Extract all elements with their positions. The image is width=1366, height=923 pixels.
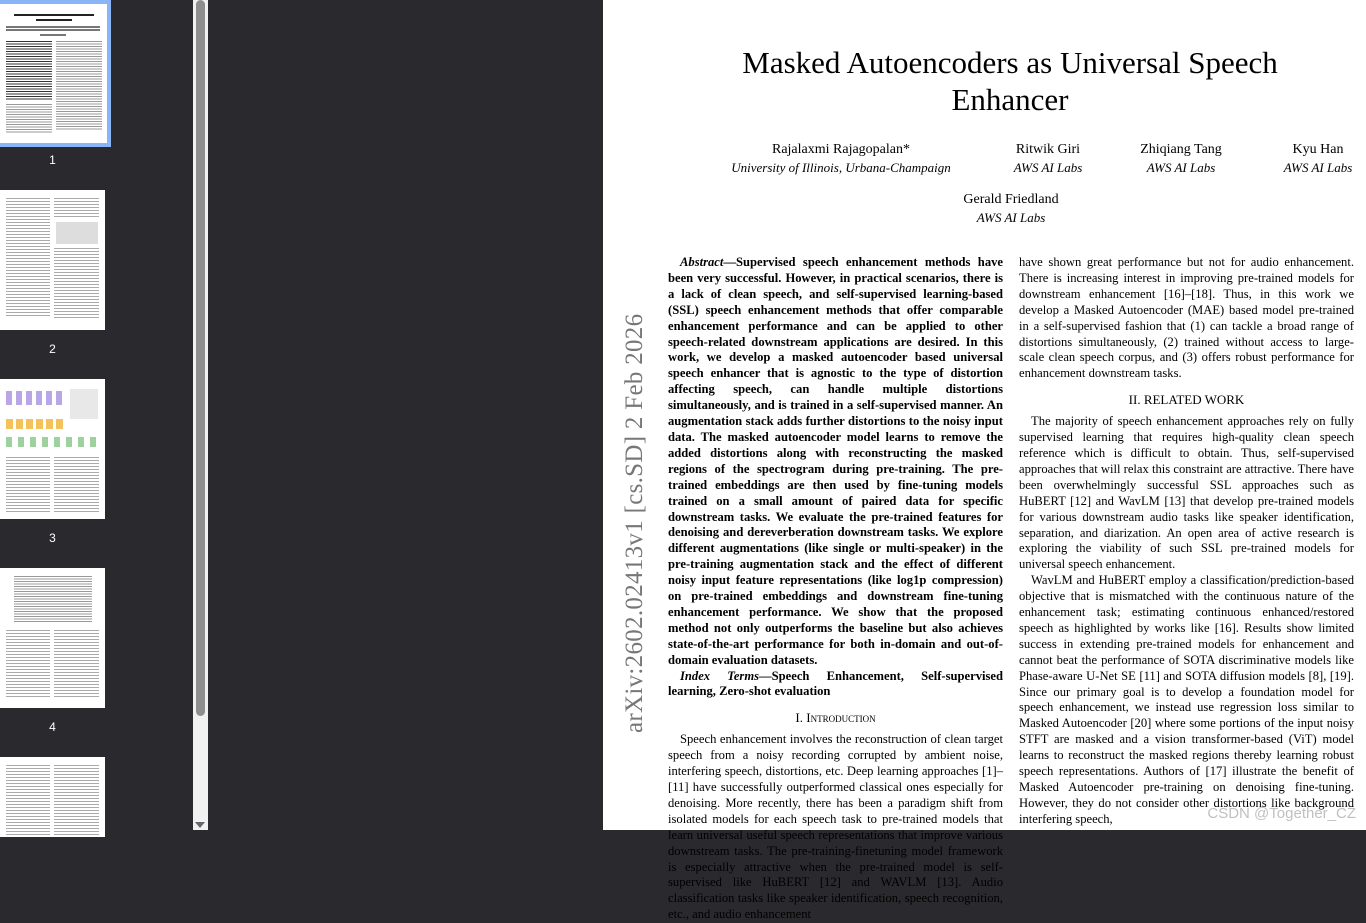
scroll-down-arrow-icon[interactable]	[195, 822, 205, 828]
author-affiliation: AWS AI Labs	[1146, 160, 1216, 175]
page-thumbnail-5[interactable]	[0, 757, 105, 837]
pdf-page	[603, 0, 1366, 922]
viewer-background	[208, 0, 603, 830]
author-5	[923, 191, 1099, 227]
scrollbar-thumb[interactable]	[196, 0, 205, 716]
abstract-label: Abstract	[680, 255, 724, 269]
abstract	[668, 255, 1003, 669]
page-number-1: 1	[49, 153, 56, 167]
intro-continued-paragraph: have shown great performance but not for audio enhancement. There is increasing interest in improving pre-trained models for downstream enhancement [16]–[18]. Thus, in this work we develop a Masked Autoencoder (MAE) based model pre-trained in a self-supervised fashion that (1) can tackle a broad range of distortions simultaneously, (2) trained without access to large-scale clean speech corpus, and (3) offers robust performance for enhancement downstream tasks.	[1019, 255, 1354, 381]
page-thumbnail-1[interactable]	[0, 0, 111, 147]
watermark: CSDN @Together_CZ	[1207, 805, 1356, 822]
section-heading-related-work: II. RELATED WORK	[1128, 392, 1245, 408]
sidebar-scrollbar[interactable]	[193, 0, 208, 830]
author-affiliation: AWS AI Labs	[1283, 160, 1353, 175]
related-work-paragraph-2: WavLM and HuBERT employ a classification/prediction-based objective that is mismatched with the continuous nature of the enhancement task; estimating continuous enhanced/restored speech as highlighted by works like [16]. Results show limited success in extending pre-trained models for enhancement and cannot beat the performance of SOTA discriminative models like Phase-aware U-Net SE [11] and SOTA diffusion models [8], [19]. Since our primary goal is to develop a foundation model for speech enhancement, we instead use regression loss similar to Masked Autoencoder [20] where some portions of the input noisy STFT are masked and a vision transformer-based (ViT) model learns to reconstruct the masked regions thereby learning robust speech representations. Authors of [17] illustrate the benefit of Masked Autoencoder pre-training on denoising fine-tuning. However, they do not consider other distortions like background interfering speech,	[1019, 573, 1354, 826]
index-terms	[668, 669, 1003, 701]
page-thumbnail-4[interactable]	[0, 568, 105, 708]
page-number-3: 3	[49, 531, 56, 545]
page-thumbnail-2[interactable]	[0, 190, 105, 330]
intro-paragraph: Speech enhancement involves the reconstruction of clean target speech from a noisy recording corrupted by ambient noise, interfering speech, distortions, etc. Deep learning approaches [1]–[11] have successfully outperformed classical ones especially for denoising. More recently, there has been a paradigm shift from isolated models for each speech task to pre-trained models that learn universal useful speech representations that improve various downstream tasks. The pre-training-finetuning model framework is especially attractive when the pre-trained model is self-supervised like HuBERT [12] and WAVLM [13]. Audio classification tasks like speaker identification, speech recognition, etc., and audio enhancement	[668, 732, 1003, 922]
author-affiliation: AWS AI Labs	[1013, 160, 1083, 175]
thumbnail-sidebar	[0, 0, 193, 830]
page-thumbnail-3[interactable]	[0, 379, 105, 519]
right-column	[1019, 255, 1354, 828]
paper-title: Masked Autoencoders as Universal Speech Enhancer	[742, 45, 1278, 117]
page-number-4: 4	[49, 720, 56, 734]
author-name: Kyu Han	[1292, 142, 1344, 157]
page-number-2: 2	[49, 342, 56, 356]
section-heading-introduction: I. Introduction	[795, 710, 876, 726]
related-work-paragraph-1: The majority of speech enhancement approaches rely on fully supervised learning that requires high-quality clean speech reference which is difficult to obtain. Thus, self-supervised approaches that will relax this constraint are attractive. There have been overwhelmingly successful SSL approaches such as HuBERT [12] and WavLM [13] that develop pre-trained models for various downstream audio tasks like speaker identification, separation, and diarization. An open area of active research is exploring the viability of such SSL pre-trained models for universal speech enhancement.	[1019, 414, 1354, 572]
author-name: Rajalaxmi Rajagopalan*	[771, 142, 910, 157]
author-3	[1123, 141, 1239, 177]
arxiv-stamp: arXiv:2602.02413v1 [cs.SD] 2 Feb 2026	[621, 313, 648, 733]
author-name: Zhiqiang Tang	[1140, 142, 1222, 157]
author-4	[1275, 141, 1361, 177]
author-affiliation: University of Illinois, Urbana-Champaign	[731, 160, 951, 175]
left-column	[668, 255, 1003, 923]
abstract-text: —Supervised speech enhancement methods have been very successful. However, in practical scenarios, there is a lack of clean speech, and self-supervised learning-based (SSL) speech enhancement methods that offer comparable enhancement performance and can be applied to other speech-related downstream applications are desired. In this work, we develop a masked autoencoder based universal speech enhancer that is agnostic to the type of distortion affecting speech, can handle multiple distortions simultaneously, and is trained in a self-supervised manner. An augmentation stack adds further distortions to the noisy input data. The masked autoencoder model learns to remove the added distortions along with reconstructing the masked regions of the spectrogram during pre-training. The pre-trained embeddings are then used by fine-tuning models trained on a small amount of paired data for specific downstream tasks. We evaluate the pre-trained features for denoising and dereverberation downstream tasks. We explore different augmentations (like single or multi-speaker) in the pre-training augmentation stack and the effect of different noisy input feature representations (like log1p compression) on pre-trained embeddings and downstream fine-tuning enhancement performance. We show that the proposed method not only outperforms the baseline but also achieves state-of-the-art performance for both in-domain and out-of-domain evaluation datasets.	[668, 255, 1003, 667]
author-1	[721, 141, 961, 177]
author-2	[993, 141, 1103, 177]
index-terms-label: Index Terms	[680, 668, 760, 683]
author-affiliation: AWS AI Labs	[976, 210, 1046, 225]
author-name: Ritwik Giri	[1015, 142, 1081, 157]
index-terms-text: —Speech Enhancement, Self-supervised learning, Zero-shot evaluation	[668, 668, 1003, 699]
author-name: Gerald Friedland	[963, 192, 1059, 207]
